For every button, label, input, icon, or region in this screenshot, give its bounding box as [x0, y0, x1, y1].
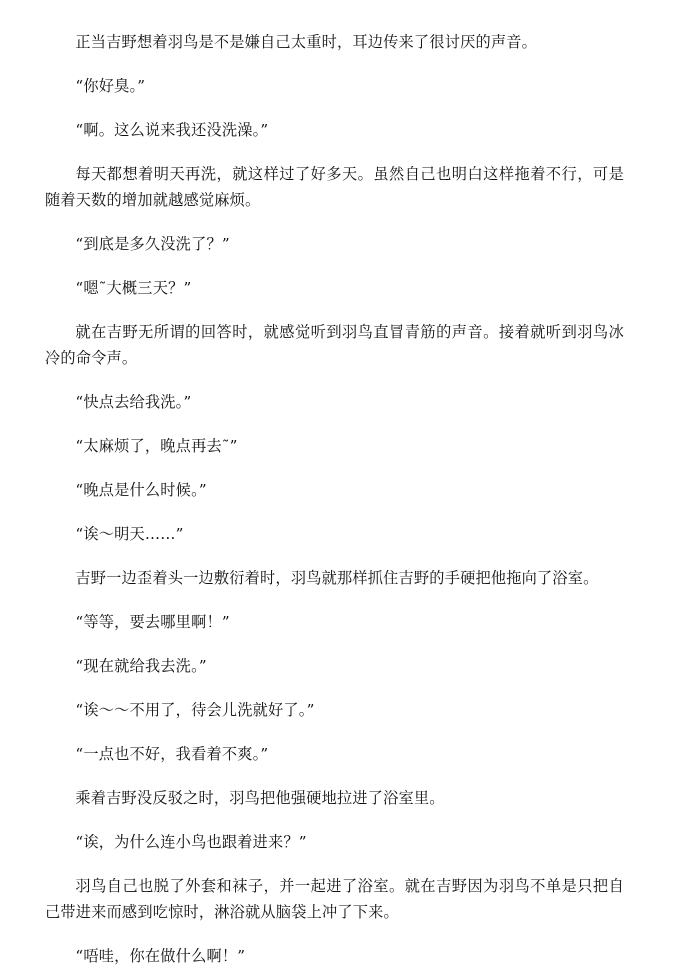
paragraph: “等等，要去哪里啊！”: [75, 613, 230, 631]
paragraph: 每天都想着明天再洗，就这样过了好多天。虽然自己也明白这样拖着不行，可是随着天数的增加就越感觉麻烦。: [45, 165, 624, 209]
paragraph: 就在吉野无所谓的回答时，就感觉听到羽鸟直冒青筋的声音。接着就听到羽鸟冰冷的命令声。: [45, 323, 624, 367]
paragraph: “诶，为什么连小鸟也跟着进来？”: [75, 833, 307, 851]
paragraph: “太麻烦了，晚点再去˜”: [75, 437, 238, 455]
paragraph: “到底是多久没洗了？”: [75, 235, 230, 253]
paragraph: “嗯˜大概三天？”: [75, 279, 192, 297]
paragraph: “诶～～不用了，待会儿洗就好了。”: [75, 701, 315, 719]
paragraph: “诶～明天……”: [75, 525, 184, 543]
paragraph: “唔哇，你在做什么啊！”: [75, 947, 246, 965]
paragraph: 正当吉野想着羽鸟是不是嫌自己太重时，耳边传来了很讨厌的声音。: [75, 33, 538, 51]
paragraph: 吉野一边歪着头一边敷衍着时，羽鸟就那样抓住吉野的手硬把他拖向了浴室。: [75, 569, 599, 587]
paragraph: “晚点是什么时候。”: [75, 481, 207, 499]
paragraph: “一点也不好，我看着不爽。”: [75, 745, 269, 763]
paragraph: “啊。这么说来我还没洗澡。”: [75, 121, 269, 139]
paragraph: “快点去给我洗。”: [75, 393, 192, 411]
paragraph: 羽鸟自己也脱了外套和袜子，并一起进了浴室。就在吉野因为羽鸟不单是只把自己带进来而感到吃惊时，淋浴就从脑袋上冲了下来。: [45, 877, 624, 921]
paragraph: “你好臭。”: [75, 77, 146, 95]
paragraph: “现在就给我去洗。”: [75, 657, 207, 675]
paragraph: 乘着吉野没反驳之时，羽鸟把他强硬地拉进了浴室里。: [75, 789, 445, 807]
